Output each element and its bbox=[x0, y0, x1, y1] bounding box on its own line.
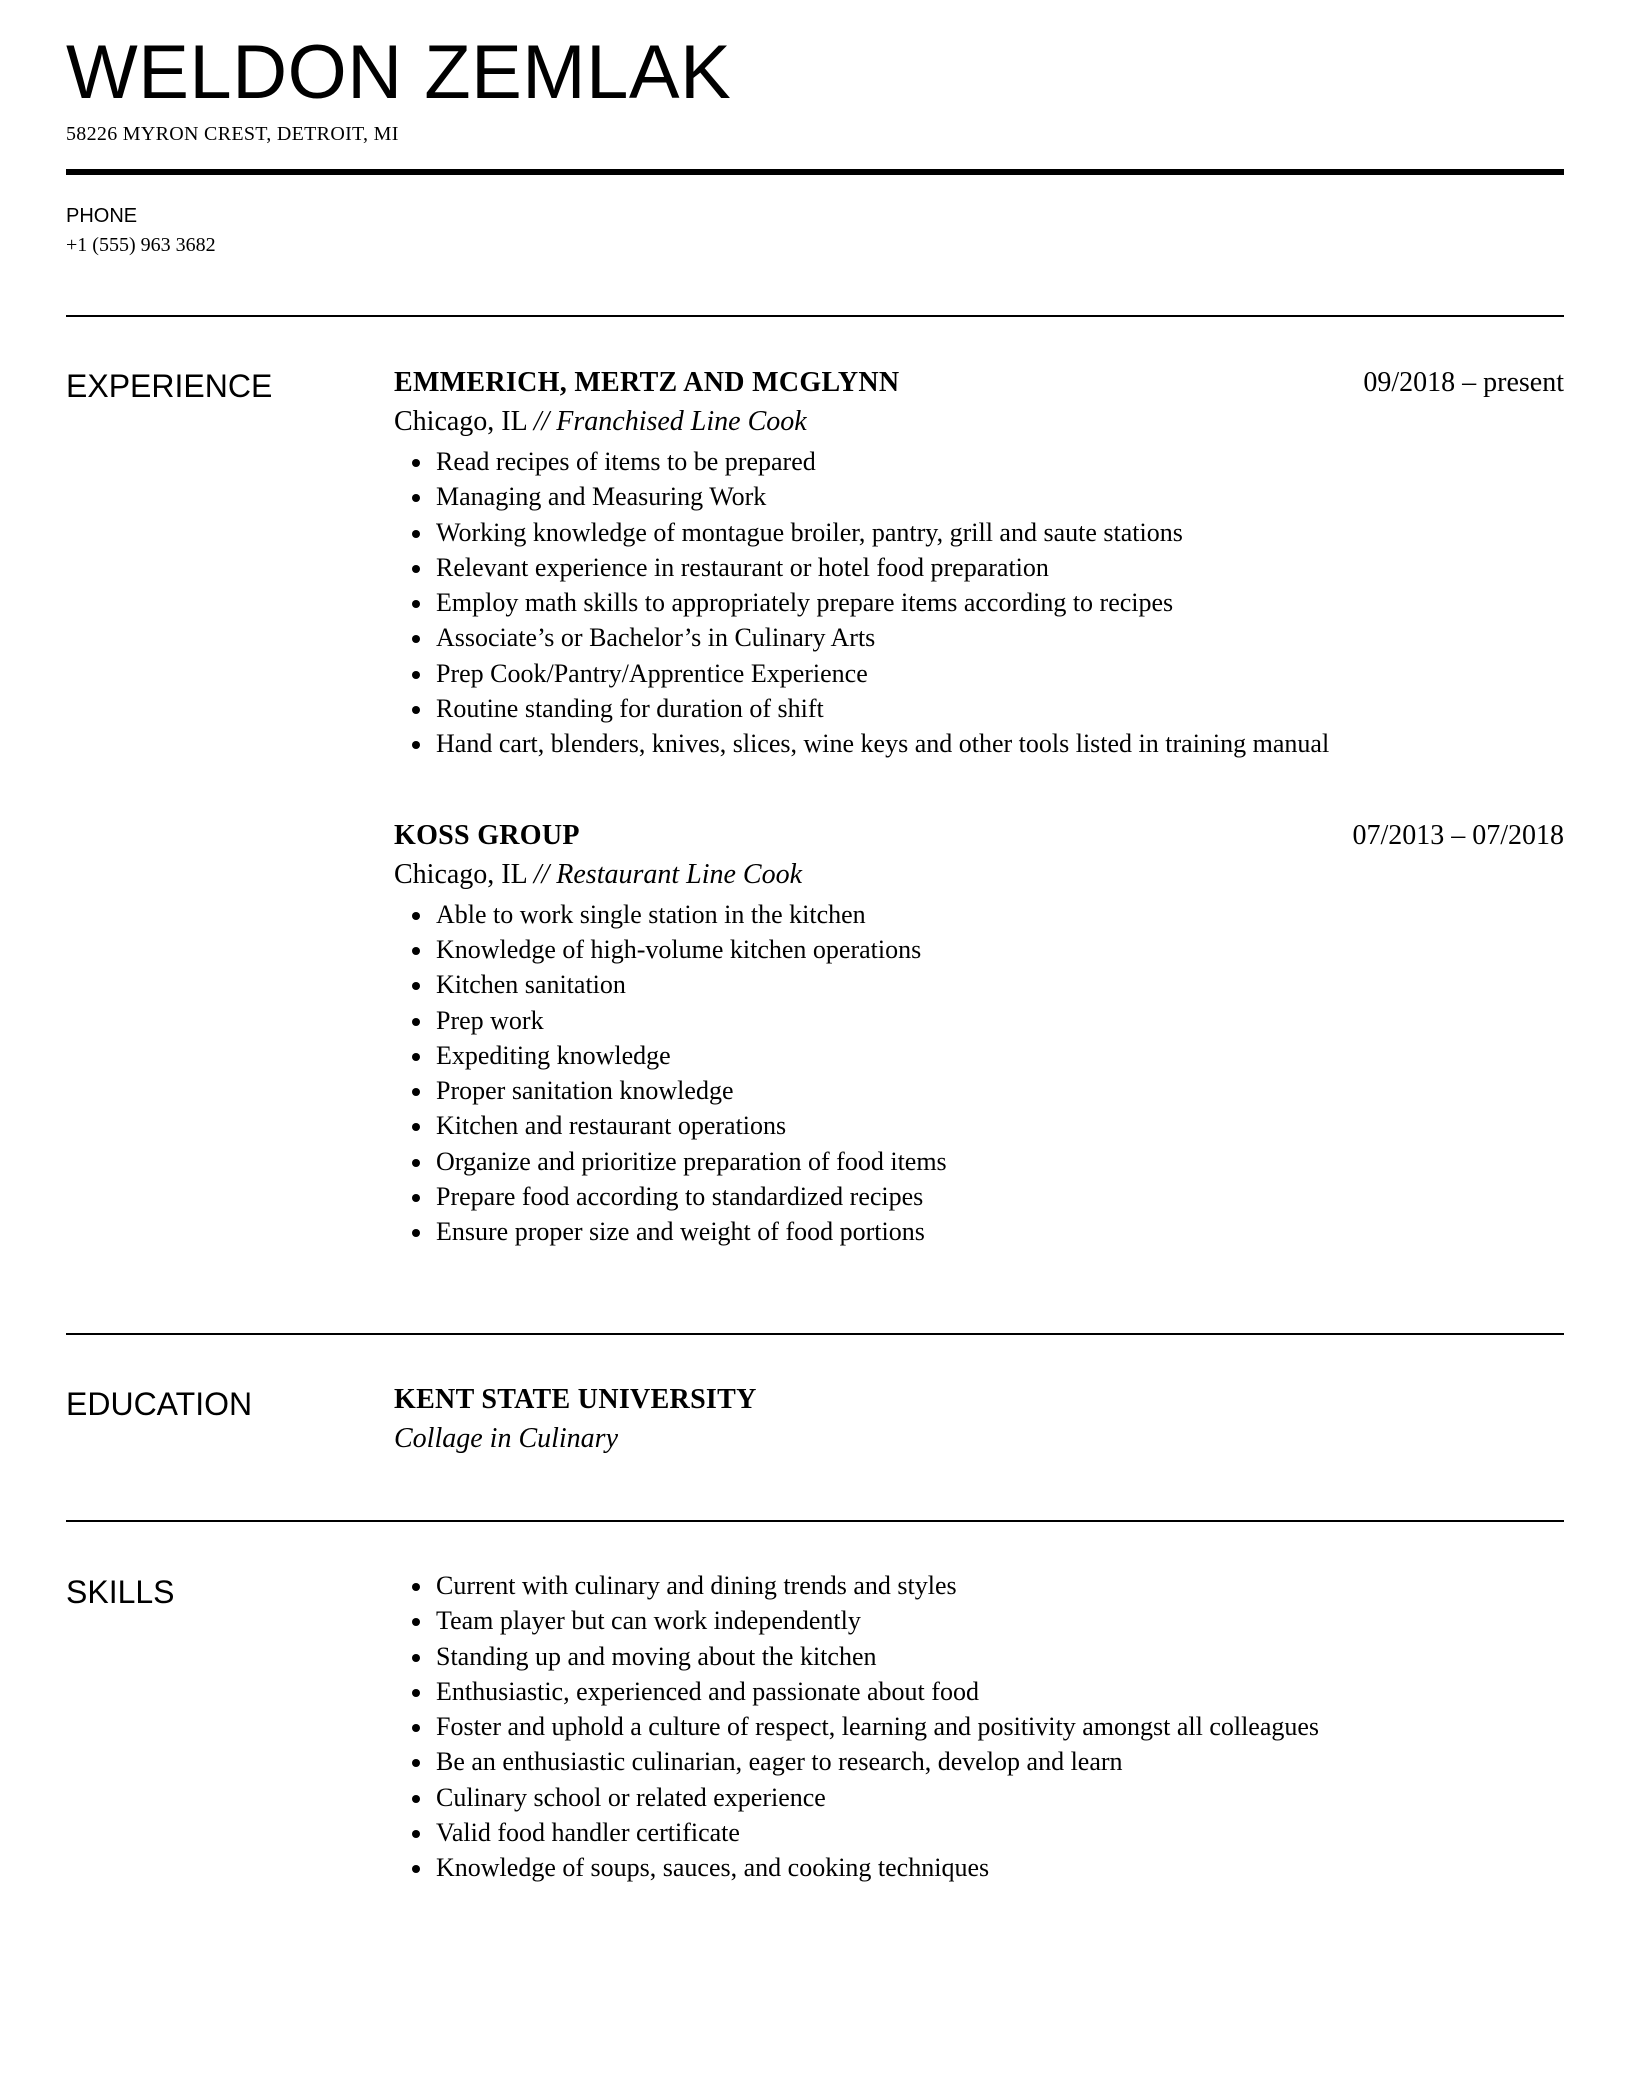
job-location: Chicago, IL bbox=[394, 858, 527, 890]
job-entry bbox=[394, 364, 1564, 762]
degree-text: Collage in Culinary bbox=[394, 1423, 618, 1454]
job-subline bbox=[394, 855, 1564, 895]
duty-item: Read recipes of items to be prepared bbox=[436, 444, 1564, 479]
phone-label: PHONE bbox=[66, 205, 138, 227]
skill-item: Culinary school or related experience bbox=[436, 1780, 1564, 1815]
skill-item: Enthusiastic, experienced and passionate about food bbox=[436, 1674, 1564, 1709]
duty-item: Working knowledge of montague broiler, pantry, grill and saute stations bbox=[436, 515, 1564, 550]
candidate-name: WELDON ZEMLAK bbox=[66, 30, 732, 115]
duty-item: Prep work bbox=[436, 1003, 1564, 1038]
duty-item: Kitchen sanitation bbox=[436, 967, 1564, 1002]
job-dates: 09/2018 – present bbox=[1363, 367, 1564, 398]
job-duties bbox=[394, 897, 1564, 1250]
duty-item: Organize and prioritize preparation of food items bbox=[436, 1144, 1564, 1179]
job-separator: // bbox=[533, 406, 557, 437]
skill-item: Standing up and moving about the kitchen bbox=[436, 1639, 1564, 1674]
duty-item: Prep Cook/Pantry/Apprentice Experience bbox=[436, 656, 1564, 691]
skills-list bbox=[394, 1568, 1564, 1886]
duty-item: Employ math skills to appropriately prepare items according to recipes bbox=[436, 585, 1564, 620]
skills-section bbox=[394, 1568, 1564, 1886]
duty-item: Relevant experience in restaurant or hotel food preparation bbox=[436, 550, 1564, 585]
duty-item: Associate’s or Bachelor’s in Culinary Arts bbox=[436, 620, 1564, 655]
duty-item: Prepare food according to standardized recipes bbox=[436, 1179, 1564, 1214]
section-divider bbox=[66, 1520, 1564, 1522]
section-divider bbox=[66, 315, 1564, 317]
skill-item: Knowledge of soups, sauces, and cooking techniques bbox=[436, 1850, 1564, 1885]
job-role: Franchised Line Cook bbox=[556, 406, 807, 437]
education-section bbox=[394, 1381, 1564, 1459]
job-company: EMMERICH, MERTZ AND MCGLYNN bbox=[394, 367, 900, 398]
candidate-address: 58226 MYRON CREST, DETROIT, MI bbox=[66, 123, 399, 145]
skill-item: Team player but can work independently bbox=[436, 1603, 1564, 1638]
job-separator: // bbox=[533, 858, 557, 890]
school-name: KENT STATE UNIVERSITY bbox=[394, 1384, 757, 1415]
section-divider bbox=[66, 1333, 1564, 1335]
job-company: KOSS GROUP bbox=[394, 819, 580, 851]
duty-item: Kitchen and restaurant operations bbox=[436, 1108, 1564, 1143]
duty-item: Able to work single station in the kitchen bbox=[436, 897, 1564, 932]
duty-item: Ensure proper size and weight of food portions bbox=[436, 1214, 1564, 1249]
experience-section bbox=[394, 364, 1564, 1250]
header-divider bbox=[66, 169, 1564, 175]
skill-item: Be an enthusiastic culinarian, eager to research, develop and learn bbox=[436, 1744, 1564, 1779]
job-dates: 07/2013 – 07/2018 bbox=[1352, 819, 1564, 851]
duty-item: Hand cart, blenders, knives, slices, wine keys and other tools listed in training manual bbox=[436, 726, 1564, 761]
job-subline bbox=[394, 402, 1564, 442]
job-role: Restaurant Line Cook bbox=[556, 858, 803, 890]
duty-item: Expediting knowledge bbox=[436, 1038, 1564, 1073]
duty-item: Proper sanitation knowledge bbox=[436, 1073, 1564, 1108]
skill-item: Current with culinary and dining trends and styles bbox=[436, 1568, 1564, 1603]
degree bbox=[394, 1419, 1564, 1459]
experience-heading: EXPERIENCE bbox=[66, 368, 273, 404]
skills-heading: SKILLS bbox=[66, 1574, 175, 1610]
job-location: Chicago, IL bbox=[394, 406, 527, 437]
education-heading: EDUCATION bbox=[66, 1386, 253, 1422]
skill-item: Foster and uphold a culture of respect, learning and positivity amongst all colleagues bbox=[436, 1709, 1564, 1744]
job-entry bbox=[394, 817, 1564, 1250]
duty-item: Knowledge of high-volume kitchen operations bbox=[436, 932, 1564, 967]
phone-value: +1 (555) 963 3682 bbox=[66, 234, 216, 256]
job-duties bbox=[394, 444, 1564, 762]
duty-item: Routine standing for duration of shift bbox=[436, 691, 1564, 726]
skill-item: Valid food handler certificate bbox=[436, 1815, 1564, 1850]
duty-item: Managing and Measuring Work bbox=[436, 479, 1564, 514]
